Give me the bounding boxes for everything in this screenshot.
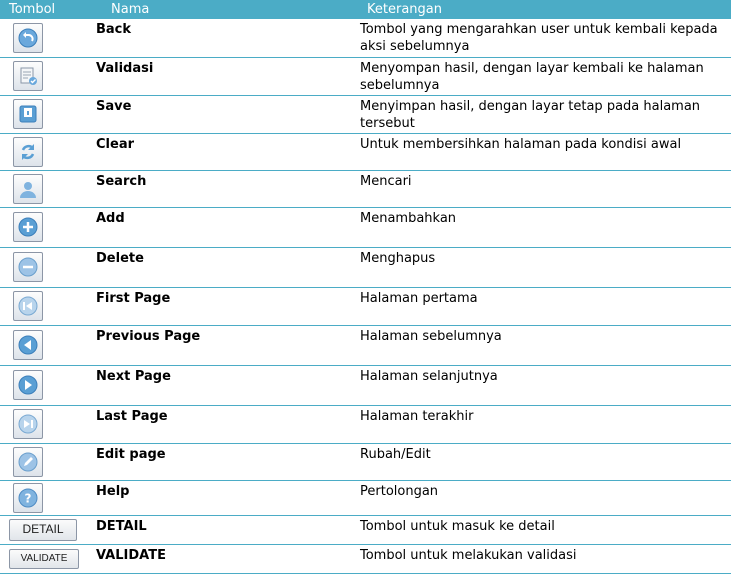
row-desc: Halaman sebelumnya xyxy=(359,325,731,365)
delete-button[interactable] xyxy=(13,252,43,282)
table-header xyxy=(0,0,731,19)
header-keterangan: Keterangan xyxy=(367,2,442,17)
row-name: VALIDATE xyxy=(96,544,359,573)
row-desc: Tombol yang mengarahkan user untuk kembali kepada aksi sebelumnya xyxy=(359,19,731,57)
table-row xyxy=(0,480,731,515)
search-button[interactable] xyxy=(13,174,43,204)
table-row xyxy=(0,207,731,247)
save-button[interactable] xyxy=(13,99,43,129)
header-tombol: Tombol xyxy=(9,2,56,17)
table-row xyxy=(0,287,731,325)
detail-button[interactable]: DETAIL xyxy=(9,519,77,541)
row-desc: Untuk membersihkan halaman pada kondisi awal xyxy=(359,133,731,170)
row-name: Edit page xyxy=(96,443,359,480)
last-page-button[interactable] xyxy=(13,409,43,439)
validate-icon xyxy=(17,65,39,87)
row-desc: Rubah/Edit xyxy=(359,443,731,480)
row-desc: Halaman terakhir xyxy=(359,405,731,443)
row-name: Save xyxy=(96,95,359,133)
table-row xyxy=(0,19,731,57)
row-desc: Tombol untuk masuk ke detail xyxy=(359,515,731,544)
first-page-icon xyxy=(17,295,39,317)
first-page-button[interactable] xyxy=(13,291,43,321)
row-name: DETAIL xyxy=(96,515,359,544)
last-page-icon xyxy=(17,413,39,435)
table-row xyxy=(0,95,731,133)
previous-page-button[interactable] xyxy=(13,330,43,360)
row-desc: Pertolongan xyxy=(359,480,731,515)
next-icon xyxy=(17,374,39,396)
row-name: Last Page xyxy=(96,405,359,443)
pencil-icon xyxy=(17,451,39,473)
header-nama: Nama xyxy=(111,2,150,17)
back-icon xyxy=(17,27,39,49)
table-row xyxy=(0,544,731,573)
validate-button[interactable]: VALIDATE xyxy=(9,549,79,569)
save-icon xyxy=(17,103,39,125)
row-desc: Tombol untuk melakukan validasi xyxy=(359,544,731,573)
validate-icon-button[interactable] xyxy=(13,61,43,91)
row-name: Clear xyxy=(96,133,359,170)
table-row xyxy=(0,247,731,287)
row-name: Validasi xyxy=(96,57,359,95)
row-desc: Halaman pertama xyxy=(359,287,731,325)
table-row xyxy=(0,515,731,544)
table-row xyxy=(0,57,731,95)
row-desc: Menambahkan xyxy=(359,207,731,247)
next-page-button[interactable] xyxy=(13,370,43,400)
row-desc: Menyimpan hasil, dengan layar tetap pada halaman tersebut xyxy=(359,95,731,133)
add-button[interactable] xyxy=(13,212,43,242)
plus-icon xyxy=(17,216,39,238)
row-name: First Page xyxy=(96,287,359,325)
refresh-icon xyxy=(17,141,39,163)
row-name: Delete xyxy=(96,247,359,287)
minus-icon xyxy=(17,256,39,278)
table-row xyxy=(0,133,731,170)
user-search-icon xyxy=(17,178,39,200)
row-name: Help xyxy=(96,480,359,515)
table-row xyxy=(0,325,731,365)
row-name: Back xyxy=(96,19,359,57)
table-row xyxy=(0,170,731,207)
row-name: Previous Page xyxy=(96,325,359,365)
previous-icon xyxy=(17,334,39,356)
clear-button[interactable] xyxy=(13,137,43,167)
help-button[interactable] xyxy=(13,483,43,513)
edit-page-button[interactable] xyxy=(13,447,43,477)
row-name: Add xyxy=(96,207,359,247)
table-row xyxy=(0,405,731,443)
row-desc: Menghapus xyxy=(359,247,731,287)
table-row xyxy=(0,365,731,405)
back-button[interactable] xyxy=(13,23,43,53)
row-name: Next Page xyxy=(96,365,359,405)
row-desc: Mencari xyxy=(359,170,731,207)
svg-text:?: ? xyxy=(24,491,32,505)
row-desc: Halaman selanjutnya xyxy=(359,365,731,405)
row-desc: Menyompan hasil, dengan layar kembali ke halaman sebelumnya xyxy=(359,57,731,95)
help-icon xyxy=(17,487,39,509)
row-name: Search xyxy=(96,170,359,207)
table-row xyxy=(0,443,731,480)
